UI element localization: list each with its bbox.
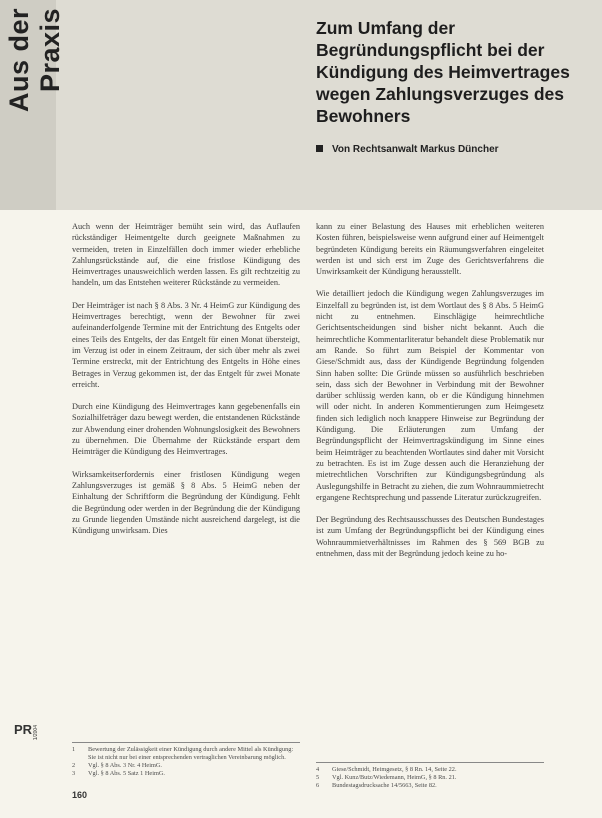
title-line: wegen Zahlungsverzuges des xyxy=(316,84,564,104)
title-line: Zum Umfang der xyxy=(316,18,456,38)
footnotes-right xyxy=(316,762,544,790)
byline-bullet-icon xyxy=(316,145,323,152)
footnote: 1 Bewertung der Zulässigkeit einer Kündigung durch andere Mittel als Kündigung: Sie ist nicht nur bei einer entsprechenden vertraglichen Vereinbarung möglich. xyxy=(72,746,294,761)
body-paragraph: Der Begründung des Rechtsausschusses des Deutschen Bundestages ist zum Umfang der Begründungspflicht bei der Kündigung eines Wohnraummietverhältnisses im Rahmen des § 569 BGB zu entnehmen, dass mit der Begründung jedoch keine zu ho- xyxy=(316,515,544,559)
left-column xyxy=(72,221,300,547)
article-title xyxy=(316,17,586,127)
title-line: Bewohners xyxy=(316,106,411,126)
footnote: 3 Vgl. § 8 Abs. 5 Satz 1 HeimG. xyxy=(72,770,165,777)
body-paragraph: kann zu einer Belastung des Hauses mit erheblichen weiteren Kosten führen, beispielsweise wenn aufgrund einer auf Heimentgelt begründeten Kündigung bereits ein Räumungsverfahren eingeleitet werden ist und sich erst im Zuge des Gerichtsverfahrens die Unwirksamkeit der Kündigung herausstellt. xyxy=(316,222,544,277)
body-paragraph: Wirksamkeitserfordernis einer fristlosen Kündigung wegen Zahlungsverzuges ist gemäß § 8 Abs. 5 HeimG neben der Einhaltung der Schriftform die Begründung der Kündigung. Fehlt die Begründung oder werden in der Begründung die der Kündigung zu Grunde liegenden Umstände nicht ausreichend dargelegt, ist die Kündigung unwirksam. Dies xyxy=(72,469,300,536)
byline xyxy=(316,144,586,155)
section-tab xyxy=(0,0,65,210)
logo-edition: 1/2004 xyxy=(33,725,39,741)
logo-mark: PR xyxy=(13,722,33,737)
byline-text: Von Rechtsanwalt Markus Düncher xyxy=(332,144,499,155)
body-paragraph: Der Heimträger ist nach § 8 Abs. 3 Nr. 4 HeimG zur Kündigung des Heimvertrages berechtigt, wenn der Bewohner für zwei aufeinanderfolgende Termine mit der Entrichtung des Entgelts oder eines Teils des Entgelts, der das Entgelt für einen Monat übersteigt, im Verzug ist oder in einem Zeitraum, der sich über mehr als zwei Termine erstreckt, mit der Entrichtung des Entgelts in Höhe eines Betrages in Verzug gekommen ist, der das Entgelt für zwei Monate erreicht. xyxy=(72,300,300,389)
body-paragraph: Durch eine Kündigung des Heimvertrages kann gegebenenfalls ein Sozialhilfeträger dazu bewegt werden, die entstandenen Rückstände zur Abwendung einer drohenden Wohnungslosigkeit des Bewohners zu übernehmen. Die Übernahme der Rückstände erspart dem Heimträger die Kündigung des Heimvertrages. xyxy=(72,402,300,457)
footnotes-left xyxy=(72,742,300,778)
footnote: 4 Giese/Schmidt, Heimgesetz, § 8 Rn. 14, Seite 22. xyxy=(316,766,457,773)
title-line: Kündigung des Heimvertrages xyxy=(316,62,570,82)
footnote: 5 Vgl. Kunz/Butz/Wiedemann, HeimG, § 8 Rn. 21. xyxy=(316,774,457,781)
body-paragraph: Auch wenn der Heimträger bemüht sein wird, das Auflaufen rückständiger Heimentgelte durch geeignete Maßnahmen zu vermeiden, treten in Einzelfällen doch immer wieder erhebliche Zahlungsrückstände auf, die eine fristlose Kündigung des Heimvertrages unausweichlich werden lassen. Es gilt rechtzeitig zu handeln, um das Entstehen weiterer Rückstände zu vermeiden. xyxy=(72,222,300,288)
title-line: Begründungspflicht bei der xyxy=(316,40,545,60)
page-number: 160 xyxy=(72,790,88,800)
body-paragraph: Wie detailliert jedoch die Kündigung wegen Zahlungsverzuges im Einzelfall zu begründen ist, ist dem Wortlaut des § 8 Abs. 5 HeimG nicht zu entnehmen. Einschlägige heimrechtliche Gerichtsentscheidungen sind bisher nicht bekannt. Auch die heimrechtliche Kommentarliteratur behandelt diese Problematik nur am Rande. So führt zum Beispiel der Kommentar von Giese/Schmidt aus, dass der Kündigende Begründung folgenden Sinn haben sollte: Die Gründe müssen so ausführlich beschrieben sein, dass sich der Bewohner in Verbindung mit der Bewohner darüber schlüssig werden kann, ob er die Kündigung hinnehmen will oder nicht. In anderen Kommentierungen zum Heimgesetz finden sich lediglich noch knappere Hinweise zur Begründung der Kündigung. Die Erläuterungen zum Umfang der Begründungspflicht der Heimvertragskündigung im Sinne eines beim Heimträger zu beachtenden Wortlautes sind daher mit Vorsicht zu betrachten. Es ist im Zuge dessen auch die Heranziehung der mietrechtlichen Vorschriften zur Kündigungsbegründung als Auslegungshilfe in Betracht zu ziehen, die zum Wohnraummietrecht ergangene Rechtsprechung und passende Literatur zurückzugreifen. xyxy=(316,289,544,502)
section-label: Aus der Praxis xyxy=(4,8,65,113)
footnote: 2 Vgl. § 8 Abs. 3 Nr. 4 HeimG. xyxy=(72,762,162,769)
right-column xyxy=(316,221,544,570)
publication-logo xyxy=(11,722,39,756)
footnote: 6 Bundestagsdrucksache 14/5663, Seite 82. xyxy=(316,782,437,789)
